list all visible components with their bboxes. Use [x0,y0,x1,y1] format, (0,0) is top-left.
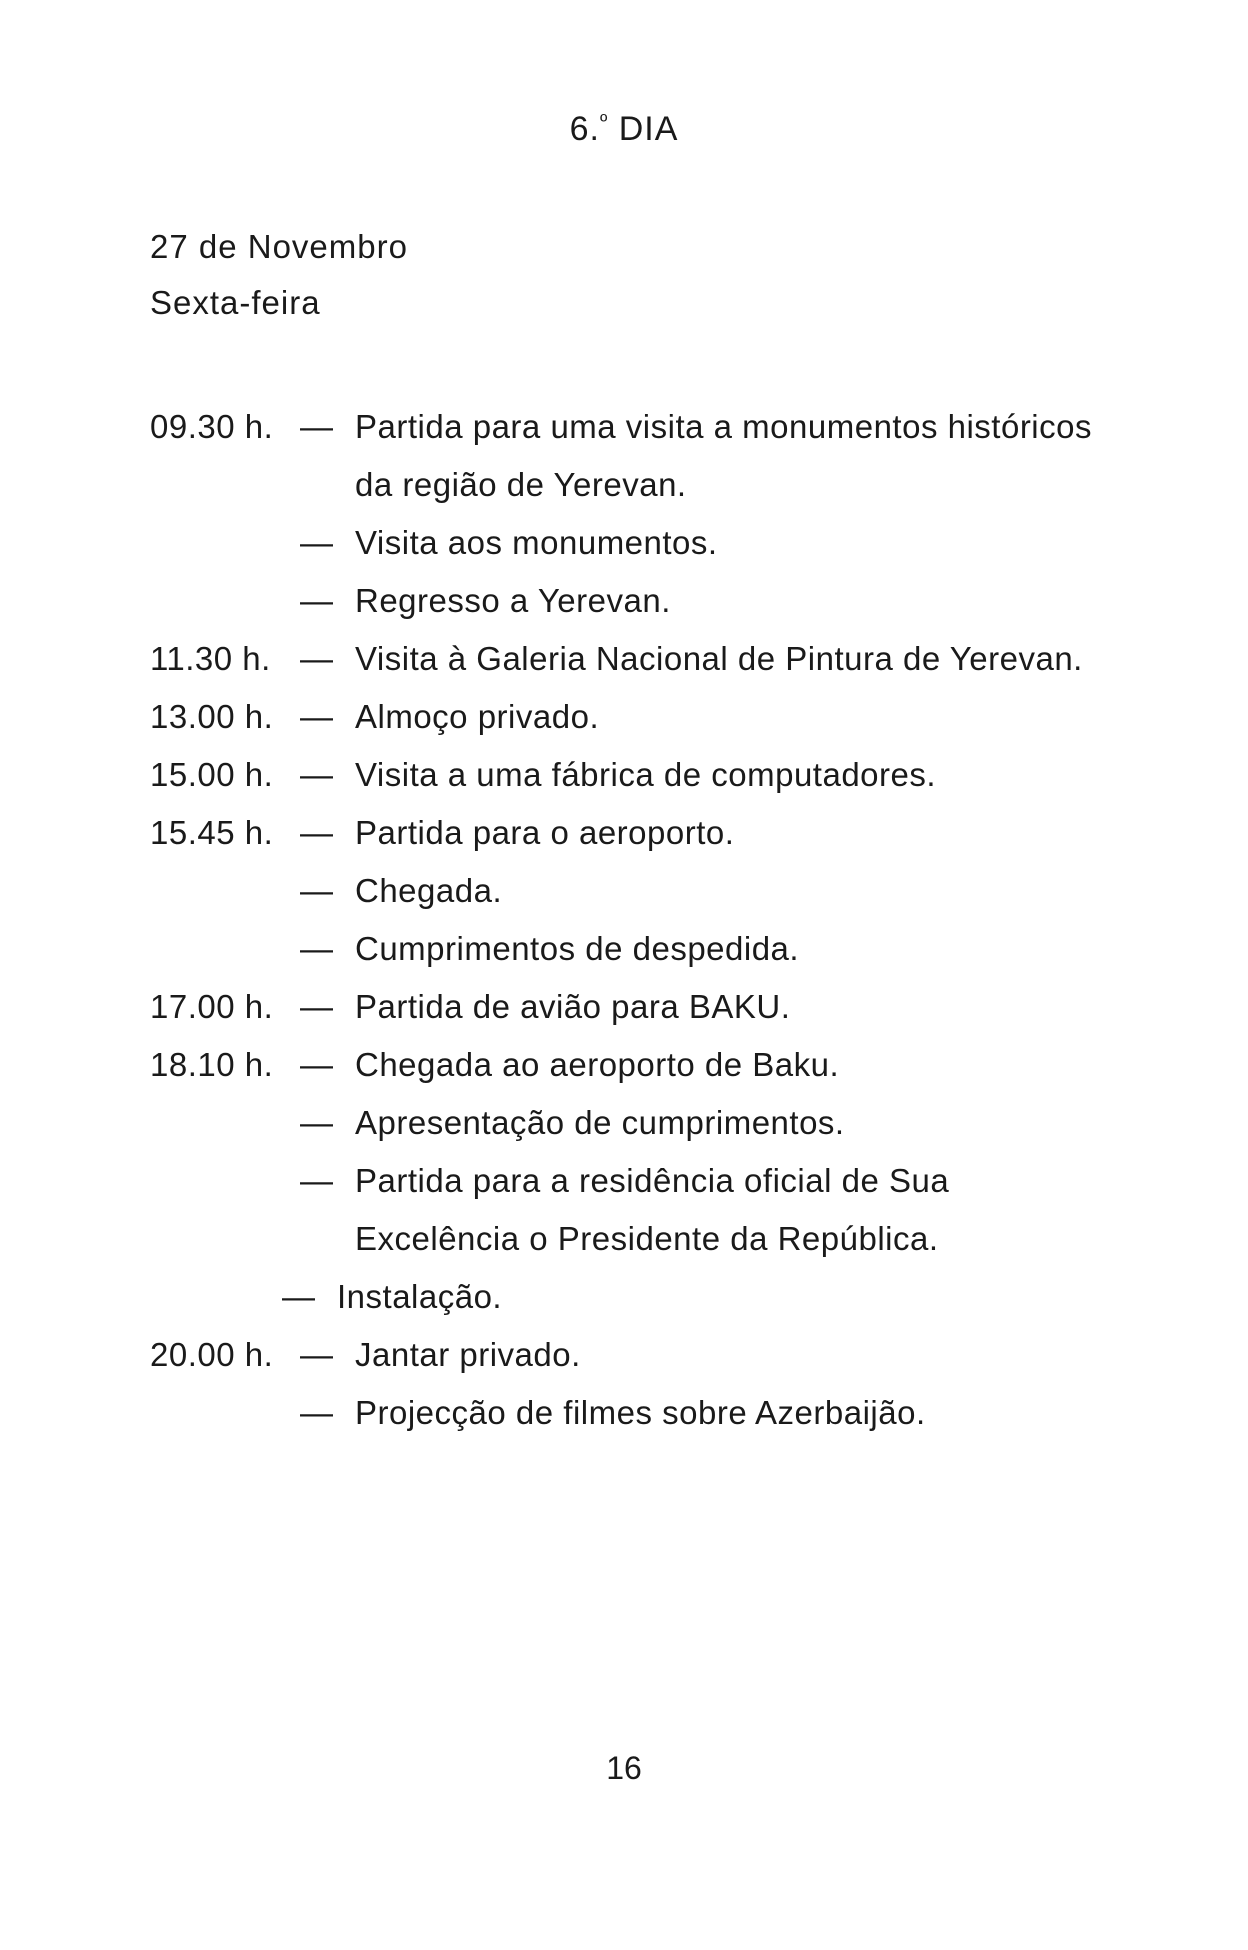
schedule-dash: — [300,1162,334,1199]
schedule-description: Visita a uma fábrica de computadores. [355,756,937,793]
schedule-time: 18.10 h. [150,1046,274,1083]
schedule-row [150,746,1150,804]
schedule-row [150,920,1150,978]
page-number: 16 [606,1750,642,1786]
schedule-description: Partida para a residência oficial de Sua [355,1162,950,1199]
schedule-dash: — [300,756,334,793]
schedule-dash: — [300,1394,334,1431]
schedule-dash: — [300,872,334,909]
schedule-description: Partida para uma visita a monumentos históricos [355,408,1092,445]
title-suffix: DIA [618,110,679,148]
schedule-row [150,1094,1150,1152]
schedule-description: Chegada. [355,872,503,909]
schedule-description: Cumprimentos de despedida. [355,930,800,967]
schedule-description: da região de Yerevan. [355,466,687,503]
schedule-description: Regresso a Yerevan. [355,582,671,619]
schedule-time: 09.30 h. [150,408,274,445]
schedule-row [150,1036,1150,1094]
schedule-description: Partida para o aeroporto. [355,814,735,851]
schedule-description: Instalação. [337,1278,503,1315]
schedule-description: Apresentação de cumprimentos. [355,1104,845,1141]
schedule-dash: — [300,1104,334,1141]
schedule-description: Excelência o Presidente da República. [355,1220,939,1257]
schedule-row [150,456,1150,514]
schedule-time: 15.45 h. [150,814,274,851]
schedule-row [150,862,1150,920]
schedule-description: Visita aos monumentos. [355,524,718,561]
schedule-row [150,630,1150,688]
schedule-row [150,1384,1150,1442]
schedule-dash: — [300,1336,334,1373]
schedule-dash: — [282,1278,316,1315]
schedule-time: 15.00 h. [150,756,274,793]
schedule-row [150,1210,1150,1268]
schedule-time: 11.30 h. [150,640,271,677]
schedule-dash: — [300,988,334,1025]
schedule-time: 20.00 h. [150,1336,274,1373]
date-label: 27 de Novembro [150,228,408,265]
schedule-row [150,688,1150,746]
schedule-row [150,1268,1150,1326]
schedule-row [150,398,1150,456]
schedule-description: Projecção de filmes sobre Azerbaijão. [355,1394,926,1431]
schedule-dash: — [300,640,334,677]
schedule-dash: — [300,930,334,967]
schedule-row [150,572,1150,630]
schedule-time: 13.00 h. [150,698,274,735]
schedule-row [150,978,1150,1036]
schedule-dash: — [300,814,334,851]
schedule-dash: — [300,408,334,445]
schedule-dash: — [300,1046,334,1083]
schedule-row [150,1326,1150,1384]
page-title [0,110,1248,149]
schedule-row [150,804,1150,862]
schedule-description: Jantar privado. [355,1336,581,1373]
schedule-list [150,398,1150,1442]
schedule-row [150,514,1150,572]
schedule-description: Partida de avião para BAKU. [355,988,791,1025]
schedule-description: Chegada ao aeroporto de Baku. [355,1046,840,1083]
schedule-dash: — [300,582,334,619]
schedule-time: 17.00 h. [150,988,274,1025]
schedule-dash: — [300,698,334,735]
title-ordinal: º [599,111,609,133]
weekday-label: Sexta-feira [150,284,321,321]
schedule-row [150,1152,1150,1210]
schedule-dash: — [300,524,334,561]
schedule-description: Almoço privado. [355,698,600,735]
title-prefix: 6. [569,110,600,148]
schedule-description: Visita à Galeria Nacional de Pintura de Yerevan. [355,640,1083,677]
